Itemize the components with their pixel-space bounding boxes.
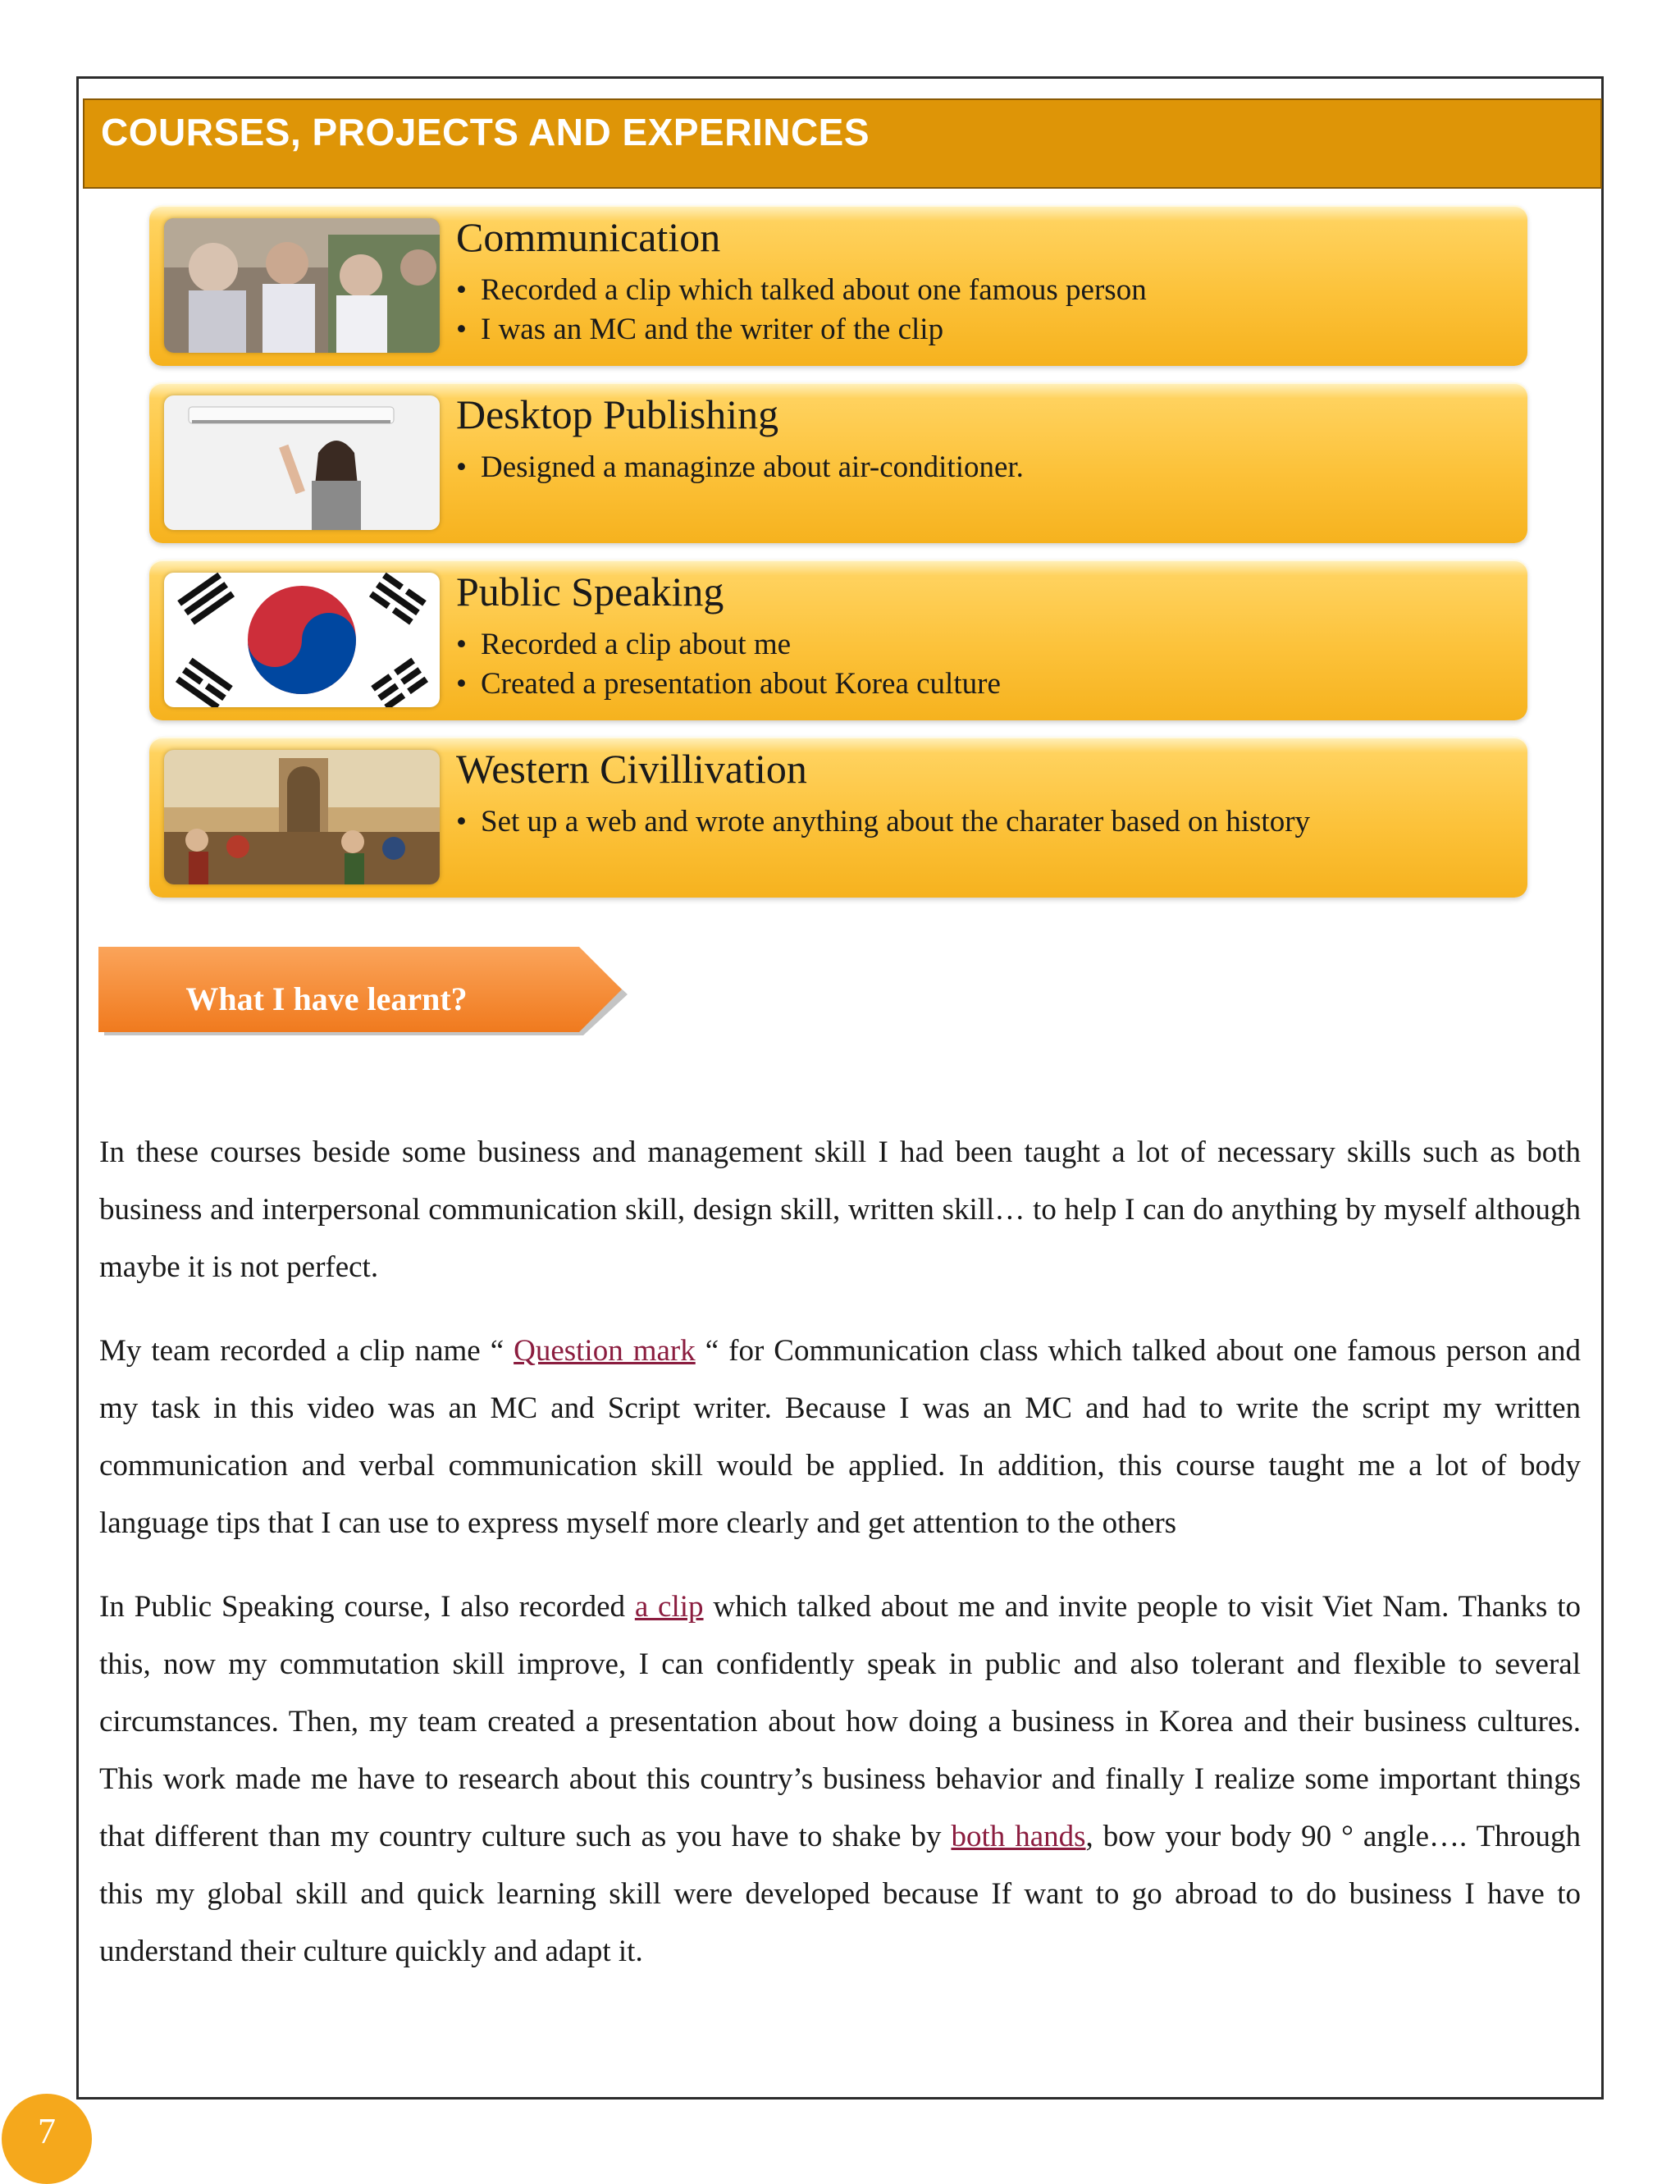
- course-bullet: • Recorded a clip about me: [456, 628, 792, 661]
- section-title: COURSES, PROJECTS AND EXPERINCES: [101, 111, 870, 153]
- a-clip-link[interactable]: a clip: [634, 1590, 704, 1624]
- course-title: Communication: [456, 214, 721, 260]
- woman-air-conditioner-photo: [164, 395, 440, 530]
- course-bullet: • Set up a web and wrote anything about the charater based on history: [456, 805, 1311, 838]
- course-bullet: • Created a presentation about Korea culture: [456, 667, 1001, 701]
- page-number: 7: [38, 2111, 56, 2151]
- course-bullet: • Designed a managinze about air-conditioner.: [456, 450, 1024, 484]
- page-number-badge: [2, 2094, 92, 2184]
- question-mark-link[interactable]: Question mark: [514, 1334, 696, 1368]
- paragraph-intro: In these courses beside some business and management skill I had been taught a lot of necessary skills such as both business and interpersonal communication skill, design skill, written skill… to help I can do anything by myself although maybe it is not perfect.: [99, 1135, 1581, 1284]
- course-bullet-list: [456, 802, 1310, 842]
- course-bullet: • I was an MC and the writer of the clip: [456, 313, 944, 346]
- course-bullet-list: [456, 448, 1024, 487]
- course-bullet-list: [456, 625, 1001, 704]
- course-title: Public Speaking: [456, 569, 724, 615]
- course-title: Desktop Publishing: [456, 391, 779, 437]
- course-card-western-civilization: [149, 737, 1527, 898]
- course-bullet: • Recorded a clip which talked about one famous person: [456, 273, 1147, 307]
- course-title: Western Civillivation: [456, 746, 807, 792]
- korea-flag: [164, 573, 440, 707]
- course-card-public-speaking: [149, 560, 1527, 720]
- both-hands-link[interactable]: both hands: [951, 1820, 1086, 1853]
- course-bullet-list: [456, 271, 1147, 350]
- paragraph-public-speaking: In Public Speaking course, I also recorded a clip which talked about me and invite people to visit Viet Nam. Thanks to this, now my commutation skill improve, I can confidently speak in public and also tolerant and flexible to several circumstances. Then, my team created a presentation about how doing a business in Korea and their business cultures. This work made me have to research about this country’s business behavior and finally I realize some important things that different than my country culture such as you have to shake by both hands, bow your body 90 ° angle…. Through this my global skill and quick learning skill were developed because If want to go abroad to do business I have to understand their culture quickly and adapt it.: [99, 1590, 1582, 1968]
- learnt-heading: What I have learnt?: [185, 980, 468, 1017]
- course-card-desktop-publishing: [149, 382, 1527, 543]
- children-classroom-photo: [164, 218, 440, 353]
- historical-painting: [164, 750, 440, 884]
- course-card-communication: [149, 205, 1527, 366]
- paragraph-communication: My team recorded a clip name “ Question mark “ for Communication class which talked about one famous person and my task in this video was an MC and Script writer. Because I was an MC and had to write the script my written communication and verbal communication skill would be applied. In addition, this course taught me a lot of body language tips that I can use to express myself more clearly and get attention to the others: [99, 1334, 1581, 1540]
- section-header: [83, 98, 1602, 189]
